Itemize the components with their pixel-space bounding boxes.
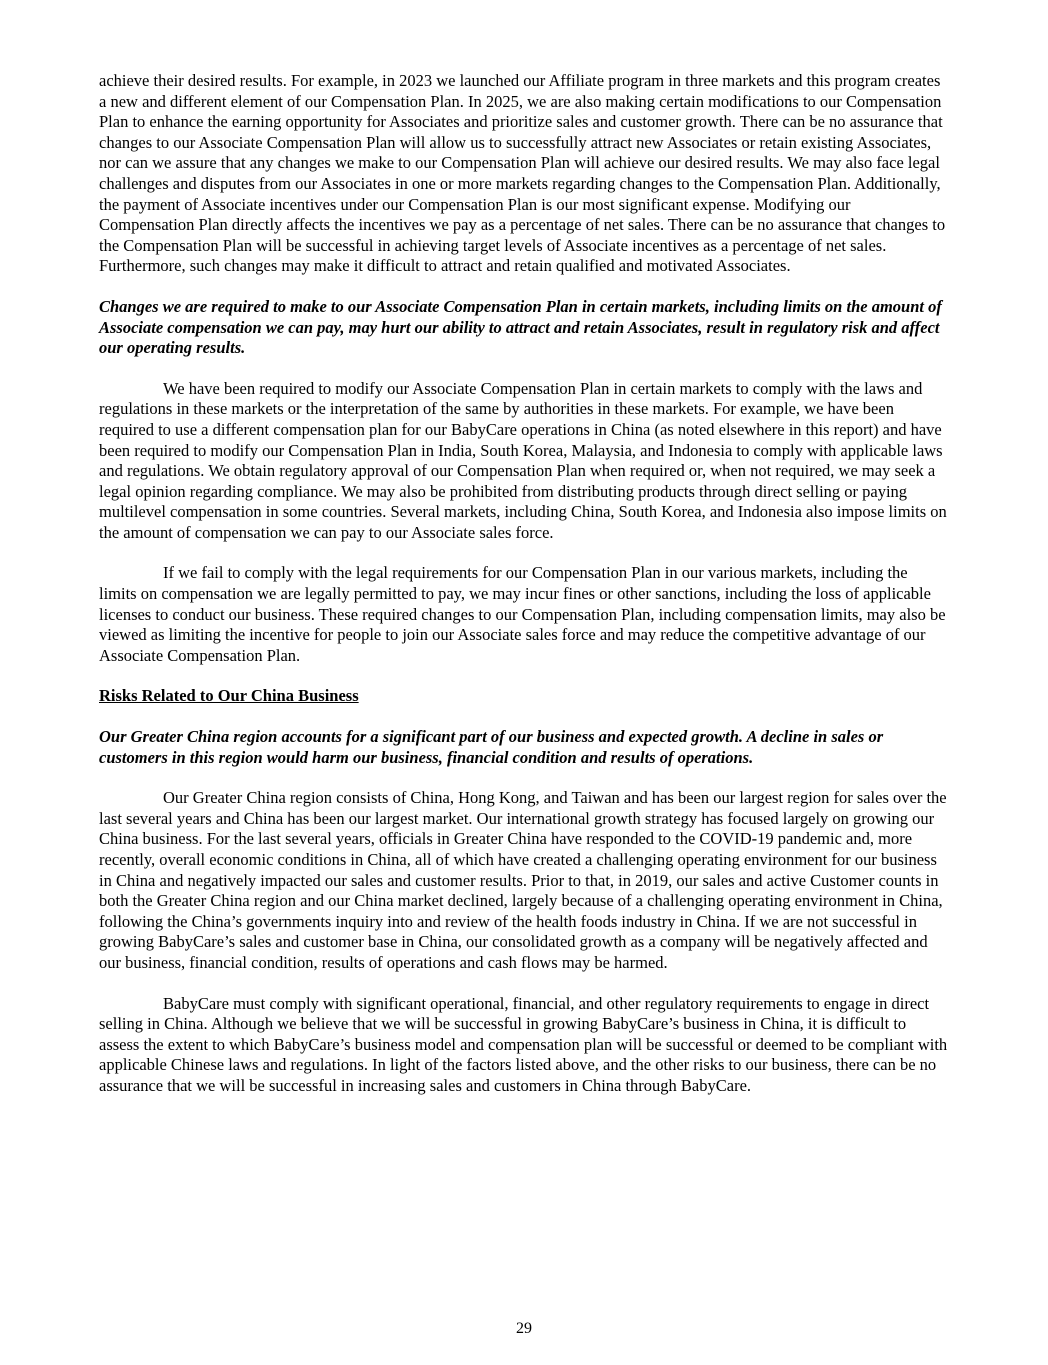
section-heading-china-business: Risks Related to Our China Business [99,686,359,706]
risk-factor-heading-compensation-plan: Changes we are required to make to our Associate Compensation Plan in certain markets, including limits on the amount of Associate compensation we can pay, may hurt our ability to attract and retain Associates, result in regulatory risk and affect our operating results. [99,296,942,358]
paragraph-compensation-plan-modify: We have been required to modify our Associate Compensation Plan in certain markets to comply with the laws and regulations in these markets or the interpretation of the same by authorities in these markets. For example, we have been required to use a different compensation plan for our BabyCare operations in China (as noted elsewhere in this report) and have been required to modify our Compensation Plan in India, South Korea, Malaysia, and Indonesia to comply with applicable laws and regulations. We obtain regulatory approval of our Compensation Plan when required or, when not required, we may seek a legal opinion regarding compliance. We may also be prohibited from distributing products through direct selling or paying multilevel compensation in some countries. Several markets, including China, South Korea, and Indonesia also impose limits on the amount of compensation we can pay to our Associate sales force. [99,378,947,542]
risk-factor-heading-greater-china: Our Greater China region accounts for a significant part of our business and expected growth. A decline in sales or customers in this region would harm our business, financial condition and results of operations. [99,727,884,767]
paragraph-greater-china-region: Our Greater China region consists of China, Hong Kong, and Taiwan and has been our largest region for sales over the last several years and China has been our largest market. Our international growth strategy has focused largely on growing our China business. For the last several years, officials in Greater China have responded to the COVID-19 pandemic and, more recently, overall economic conditions in China, all of which have created a challenging operating environment for our business in China and negatively impacted our sales and customer results. Prior to that, in 2019, our sales and active Customer counts in both the Greater China region and our China market declined, largely because of a challenging operating environment in China, following the China’s governments inquiry into and review of the health foods industry in China. If we are not successful in growing BabyCare’s sales and customer base in China, our consolidated growth as a company will be negatively affected and our business, financial condition, results of operations and cash flows may be harmed. [99,788,947,972]
paragraph-continuation: achieve their desired results. For example, in 2023 we launched our Affiliate program in three markets and this program creates a new and different element of our Compensation Plan. In 2025, we are also making certain modifications to our Compensation Plan to enhance the earning opportunity for Associates and prioritize sales and customer growth. There can be no assurance that changes to our Associate Compensation Plan will allow us to successfully attract new Associates or retain existing Associates, nor can we assure that any changes we make to our Compensation Plan will achieve our desired results. We may also face legal challenges and disputes from our Associates in one or more markets regarding changes to the Compensation Plan. Additionally, the payment of Associate incentives under our Compensation Plan is our most significant expense. Modifying our Compensation Plan directly affects the incentives we pay as a percentage of net sales. There can be no assurance that changes to the Compensation Plan will be successful in achieving target levels of Associate incentives as a percentage of net sales. Furthermore, such changes may make it difficult to attract and retain qualified and motivated Associates. [99,71,946,276]
paragraph-babycare-compliance: BabyCare must comply with significant operational, financial, and other regulatory requirements to engage in direct selling in China. Although we believe that we will be successful in growing BabyCare’s business in China, it is difficult to assess the extent to which BabyCare’s business model and compensation plan will be successful or deemed to be compliant with applicable Chinese laws and regulations. In light of the factors listed above, and the other risks to our business, there can be no assurance that we will be successful in increasing sales and customers in China through BabyCare. [99,993,948,1095]
paragraph-compensation-plan-compliance: If we fail to comply with the legal requirements for our Compensation Plan in our various markets, including the limits on compensation we are legally permitted to pay, we may incur fines or other sanctions, including the loss of applicable licenses to conduct our business. These required changes to our Compensation Plan, including compensation limits, may also be viewed as limiting the incentive for people to join our Associate sales force and may reduce the competitive advantage of our Associate Compensation Plan. [99,563,946,665]
document-body [99,71,949,1117]
page-number: 29 [516,1320,532,1337]
